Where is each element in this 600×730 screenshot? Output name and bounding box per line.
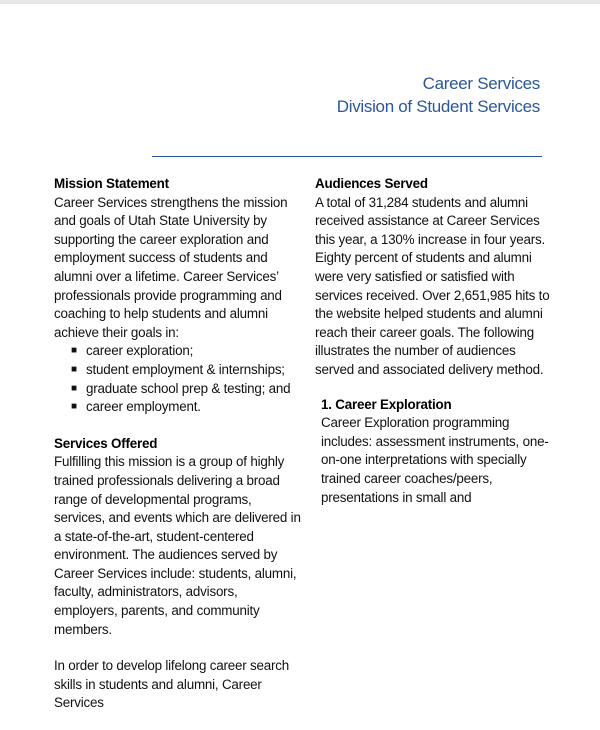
header-title: Career Services xyxy=(422,74,540,93)
audiences-section xyxy=(315,175,555,380)
career-exploration-section xyxy=(315,396,555,508)
list-item: ■ career exploration; xyxy=(54,342,304,361)
mission-body: Career Services strengthens the mission and goals of Utah State University by supporting the career exploration and employment success of students and alumni over a lifetime. Career Services’ professionals provide programming and coaching to help students and alumni achieve their goals in: xyxy=(54,194,288,340)
bullet-icon: ■ xyxy=(71,345,77,357)
audiences-heading: Audiences Served xyxy=(315,176,428,191)
mission-goals-list xyxy=(54,342,304,416)
services-body: Fulfilling this mission is a group of highly trained professionals delivering a broad range of developmental programs, services, and events which are delivered in a state-of-the-art, student-centered environment. The audiences served by Career Services include: students, alumni, faculty, administrators, advisors, employers, parents, and community members. xyxy=(54,454,301,637)
document-header xyxy=(337,72,540,118)
audiences-body: A total of 31,284 students and alumni received assistance at Career Services this year, a 130% increase in four years. Eighty percent of students and alumni were very satisfied or satisfied with services received. Over 2,651,985 hits to the website helped students and alumni reach their career goals. The following illustrates the number of audiences served and associated delivery method. xyxy=(315,194,550,377)
career-exploration-body: Career Exploration programming includes: assessment instruments, one-on-one interpretations with specially trained career coaches/peers, presentations in small and xyxy=(321,415,549,505)
bullet-icon: ■ xyxy=(71,363,77,375)
career-exploration-heading: 1. Career Exploration xyxy=(321,396,452,412)
bullet-icon: ■ xyxy=(71,382,77,394)
mission-section xyxy=(54,175,304,417)
services-heading: Services Offered xyxy=(54,435,158,451)
list-item: ■ student employment & internships; xyxy=(54,361,304,380)
header-subtitle: Division of Student Services xyxy=(336,97,540,116)
list-item: ■ career employment. xyxy=(54,398,304,417)
services-body-continued: In order to develop lifelong career search skills in students and alumni, Career Services xyxy=(54,658,290,711)
mission-heading: Mission Statement xyxy=(54,176,169,191)
left-column xyxy=(54,175,304,713)
bullet-icon: ■ xyxy=(71,401,77,413)
list-item: ■ graduate school prep & testing; and xyxy=(54,380,304,399)
right-column xyxy=(315,175,555,507)
page-top-edge xyxy=(0,0,600,4)
services-section xyxy=(54,435,304,713)
header-divider xyxy=(152,156,542,157)
